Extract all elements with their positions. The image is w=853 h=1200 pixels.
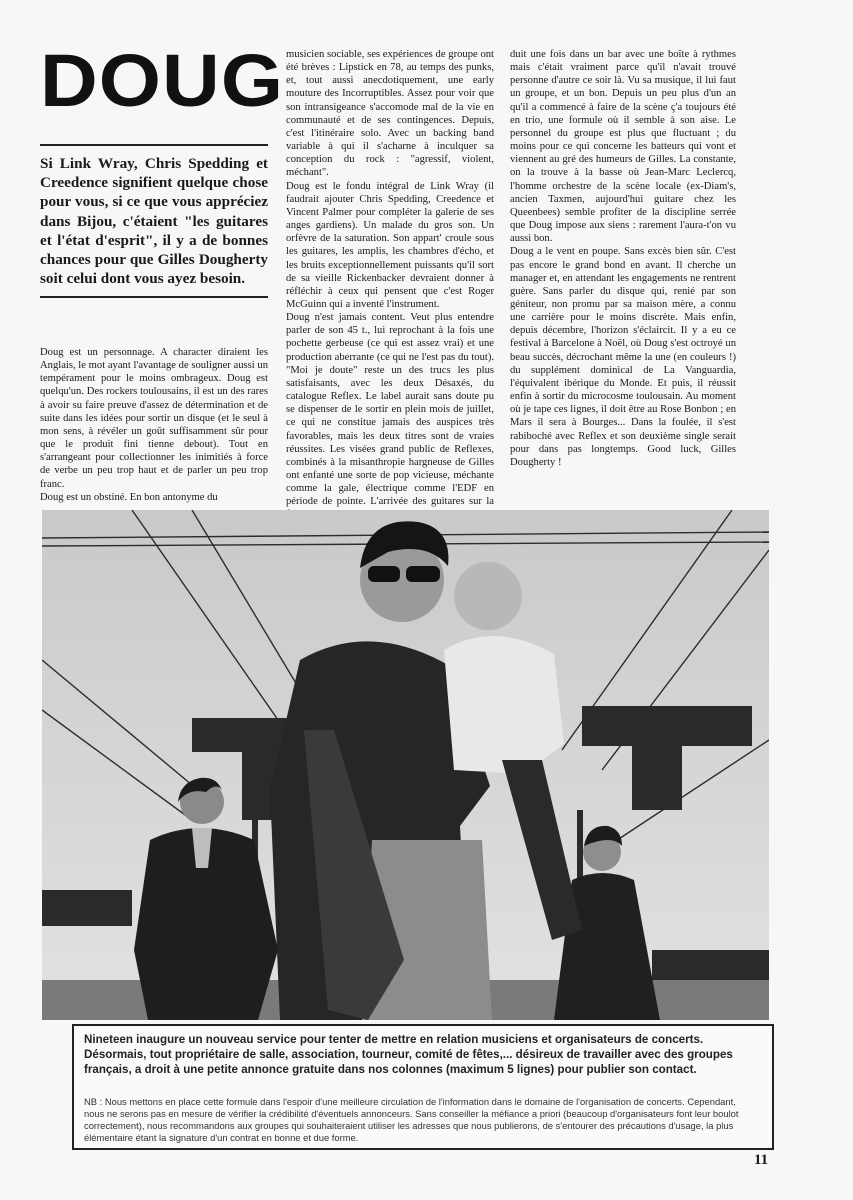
article-lead: Si Link Wray, Chris Spedding et Creedence signifient quelque chose pour vous, si ce que vous appréciez dans Bijou, c'étaient "les guitares et l'état d'esprit", il y a de bonnes chances pour que Gilles Dougherty soit celui dont vous ayez besoin. [40,155,268,288]
paragraph: Doug a le vent en poupe. Sans excès bien sûr. C'est pas encore le grand bond en avant. Il cherche un manager et, en attendant les engagements ne rentrent guère. Sans parler du disque qui, renié par son géniteur, non promu par sa maison mère, a connu une carrière pour le moins discrète. Mais enfin, depuis décembre, l'horizon s'éclaircit. Il y a eu ce festival à Barcelone à Noël, où Doug s'est octroyé un beau succès, décrochant même la une (en couleurs !) du supplément dominical de La Vanguardia, l'équivalent ibérique du Monde. Et puis, il réussit enfin à sortir du microcosme toulousain. Au moment où je tape ces lignes, il doit être au Rose Bonbon ; en Mars il sera à Bourges... Dans la foulée, il s'est rabiboché avec Reflex et son deuxième single serait pour dans pas longtemps. Good luck, Gilles Dougherty ! [510,246,736,468]
notice-main-text: Nineteen inaugure un nouveau service pour tenter de mettre en relation musiciens et organisateurs de concerts. Désormais, tout propriétaire de salle, association, tourneur, comité de fêtes,... désireux de travailler avec des groupes français, a droit à une petite annonce gratuite dans nos colonnes (maximum 5 lignes) pour publier son contact. [84,1033,733,1076]
paragraph: Doug est un obstiné. En bon antonyme du [40,491,218,503]
lead-rule [40,296,268,298]
page-number: 11 [754,1152,769,1168]
paragraph: Doug est un personnage. A character diraient les Anglais, le mot ayant l'avantage de souligner aussi un tempérament pour le moins ombrageux. Doug est quelqu'un. Des rockers toulousains, il est un des rares à avoir su faire preuve d'assez de détermination et de suite dans les idées pour sortir un disque (et le seul à mon sens, à révéler un goût suffisamment sûr pour que le produit fini tienne debout). Tout en s'arrangeant pour collectionner les inimitiés à force de verbe un peu trop haut et de parler un peu trop franc. [40,347,268,490]
paragraph: Doug n'est jamais content. Veut plus entendre parler de son 45 t., lui reprochant à la fois une pochette gerbeuse (ce qui est assez vrai) et une production aberrante (ce qui ne l'est pas du tout). "Moi je doute" reste un des trucs les plus satisfaisants, avec les deux Désaxés, du catalogue Reflex. Le label aurait sans doute pu se dispenser de le sortir en plein mois de juillet, ce qui ne constitue jamais des auspices très favorables, mais les deux titres sont de vraies réussites. Les visées grand public de Reflexes, combinés à la misanthropie hargneuse de Gilles ont enfanté une sorte de pop vicieuse, méchante comme la gale, électrique comme l'EDF en période de pointe. L'arrivée des guitares sur la [286,312,494,508]
paragraph: duit une fois dans un bar avec une boîte à rythmes mais c'était vraiment parce qu'il n'avait trouvé personne d'autre ce soir là. Vu sa musique, il lui faut un groupe, et un bon. Depuis un peu plus d'un an qu'il a commencé à faire de la scène ç'a toujours été en trio, une formule où il semble à son aise. Le personnel du groupe est plus que fluctuant ; du moins pour ce qui concerne les batteurs qui vont et viennent au gré des humeurs de Gilles. La constante, on la trouve à la basse où Jean-Marc Leclercq, l'homme orchestre de la scène locale (ex-Diam's, ancien Taxmen, aujourd'hui guitare chez les Queenbees) semble profiter de la discipline serrée que Doug impose aux siens : rarement l'aura-t'on vu aussi bon. [510,49,736,245]
band-photo-illustration [42,510,769,1020]
title-rule [40,144,268,146]
paragraph: Doug est le fondu intégral de Link Wray (il faudrait ajouter Chris Spedding, Creedence et Vincent Palmer pour compléter la galerie de ses anges gardiens). Un malade du gros son. Un orfèvre de la saturation. Son appart' croule sous les guitares, les amplis, les chambres d'écho, et les bruits exceptionnellement puissants qu'il sort de sa vieille Rickenbacker devraient donner à réfléchir à ceux qui pensent que c'est Roger McGuinn qui a inventé l'instrument. [286,180,494,310]
services-notice-box [72,1024,774,1150]
article-title: DOUG [40,39,285,122]
band-photo [42,510,769,1020]
column-1 [40,346,268,504]
column-2 [286,48,494,587]
paragraph: musicien sociable, ses expériences de groupe ont été brèves : Lipstick en 78, au temps des punks, et, tout aussi anecdotiquement, une early mouture des Incorruptibles. Assez pour voir que son intransigeance s'accomode mal de la vie en communauté et de ses contingences. Depuis, c'est l'itinéraire solo. Avec un backing band variable à qui il s'acharne à inculquer sa conception du rock : "agressif, violent, méchant". [286,49,494,179]
column-3 [510,48,736,469]
notice-nb-text: NB : Nous mettons en place cette formule dans l'espoir d'une meilleure circulation de l'information dans le domaine de l'organisation de concerts. Cependant, nous ne serons pas en mesure de vérifier la crédibilité d'éventuels annonceurs. Sans conseiller la méfiance a priori (beaucoup d'organisateurs font leur boulot correctement), nous recommandons aux groupes qui souhaiteraient utiliser les adresses que nous publierons, de s'entourer des précautions d'usage, la plus élémentaire étant la signature d'un contrat en bonne et due forme. [84,1096,739,1143]
